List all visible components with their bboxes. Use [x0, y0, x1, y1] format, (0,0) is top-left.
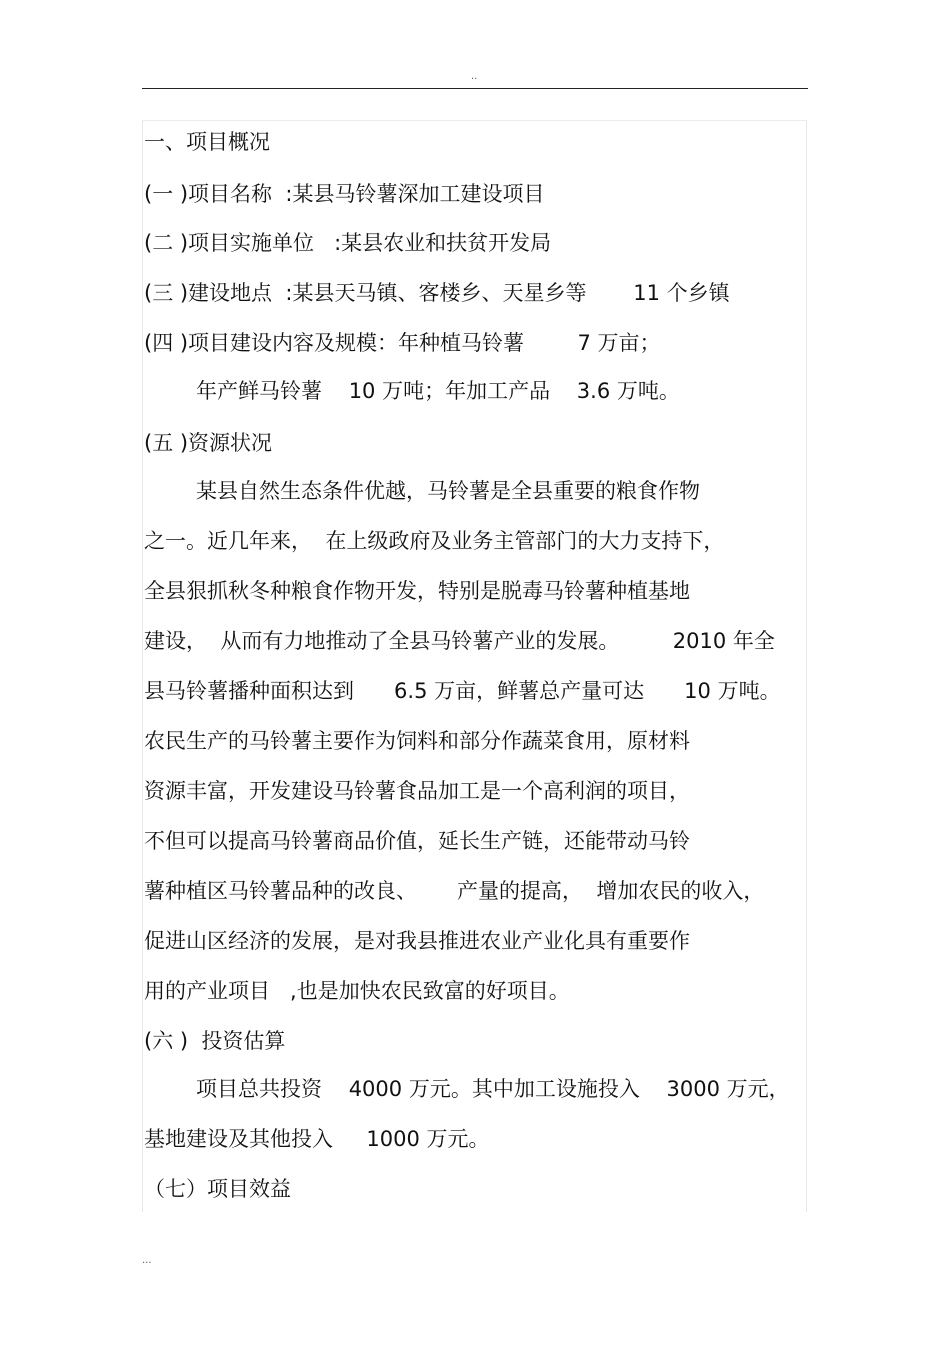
item-content-scale: (四 )项目建设内容及规模：年种植马铃薯 7 万亩；	[144, 331, 661, 355]
header-mark: ..	[471, 71, 478, 82]
paragraph-line: 农民生产的马铃薯主要作为饲料和部分作蔬菜食用，原材料	[144, 729, 690, 753]
paragraph-line: 项目总共投资 4000 万元。其中加工设施投入 3000 万元，	[196, 1077, 790, 1101]
paragraph-line: 不但可以提高马铃薯商品价值，延长生产链，还能带动马铃	[144, 829, 690, 853]
item-location: (三 )建设地点 :某县天马镇、客楼乡、天星乡等 11 个乡镇	[144, 281, 730, 305]
item-implementing-unit: (二 )项目实施单位 :某县农业和扶贫开发局	[144, 231, 552, 255]
paragraph-line: 薯种植区马铃薯品种的改良、 产量的提高， 增加农民的收入，	[144, 879, 765, 903]
paragraph-line: 用的产业项目 ,也是加快农民致富的好项目。	[144, 979, 570, 1003]
item-content-scale-continued: 年产鲜马铃薯 10 万吨；年加工产品 3.6 万吨。	[196, 379, 680, 403]
section-heading-overview: 一、项目概况	[144, 130, 270, 154]
item-resource-status: (五 )资源状况	[144, 431, 273, 455]
item-investment-estimate: (六 ) 投资估算	[144, 1029, 286, 1053]
paragraph-line: 促进山区经济的发展，是对我县推进农业产业化具有重要作	[144, 929, 690, 953]
paragraph-line: 全县狠抓秋冬种粮食作物开发，特别是脱毒马铃薯种植基地	[144, 579, 690, 603]
footer-mark: ...	[142, 1255, 152, 1266]
paragraph-line: 资源丰富，开发建设马铃薯食品加工是一个高利润的项目，	[144, 779, 690, 803]
header-rule	[142, 88, 808, 89]
paragraph-line: 县马铃薯播种面积达到 6.5 万亩，鲜薯总产量可达 10 万吨。	[144, 679, 781, 703]
paragraph-line: 某县自然生态条件优越，马铃薯是全县重要的粮食作物	[196, 479, 700, 503]
item-project-name: (一 )项目名称 :某县马铃薯深加工建设项目	[144, 182, 545, 206]
paragraph-line: 之一。近几年来， 在上级政府及业务主管部门的大力支持下，	[144, 529, 725, 553]
paragraph-line: 建设， 从而有力地推动了全县马铃薯产业的发展。 2010 年全	[144, 629, 775, 653]
item-project-benefits: （七）项目效益	[144, 1177, 291, 1201]
paragraph-line: 基地建设及其他投入 1000 万元。	[144, 1127, 490, 1151]
